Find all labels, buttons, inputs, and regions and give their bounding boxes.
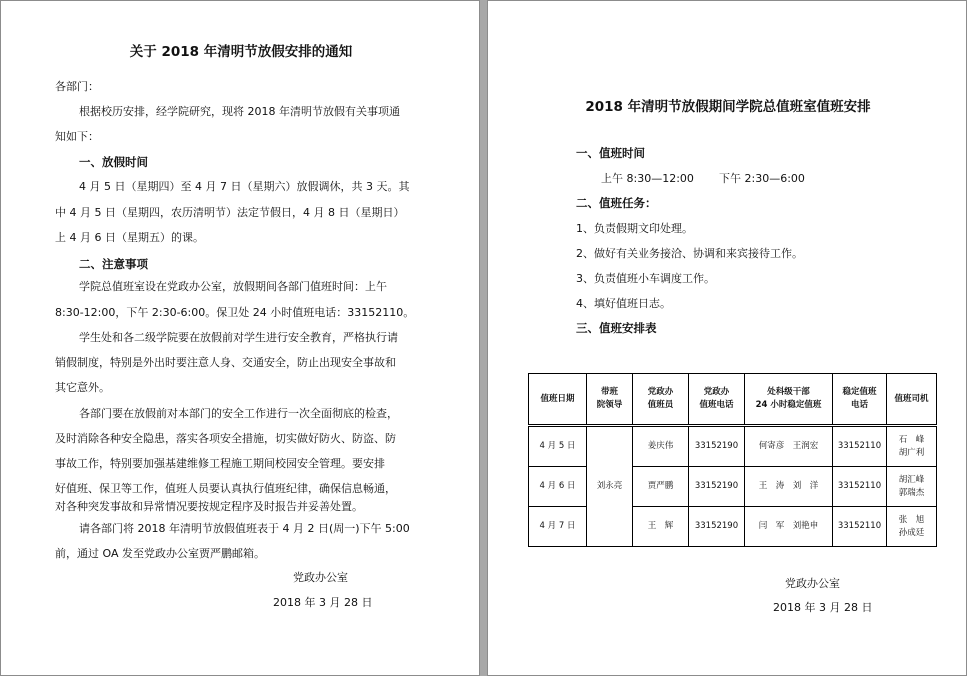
cell-cadre: 何寄彦 王润宏: [745, 426, 833, 467]
header-cadre: 处科级干部 24 小时稳定值班: [745, 374, 833, 426]
page-notice: [0, 0, 480, 676]
notice-salutation: 各部门：: [55, 80, 99, 93]
notice-paragraph-line: 事故工作，特别要加强基建维修工程施工期间校园安全管理。要安排: [55, 457, 385, 470]
header-clerk: 党政办 值班员: [633, 374, 689, 426]
duty-task-item: 3、负责值班小车调度工作。: [576, 272, 715, 285]
notice-intro-line: 根据校历安排，经学院研究，现将 2018 年清明节放假有关事项通: [79, 105, 400, 118]
duty-task-item: 2、做好有关业务接洽、协调和来宾接待工作。: [576, 247, 803, 260]
notice-paragraph-line: 好值班、保卫等工作，值班人员要认真执行值班纪律，确保信息畅通，: [55, 482, 396, 495]
notice-paragraph-line: 销假制度，特别是外出时要注意人身、交通安全，防止出现安全事故和: [55, 356, 396, 369]
cell-phone: 33152190: [689, 507, 745, 547]
notice-paragraph-line: 中 4 月 5 日（星期四，农历清明节）法定节假日，4 月 8 日（星期日）: [55, 206, 405, 219]
cell-date: 4 月 5 日: [529, 426, 587, 467]
cell-stable-phone: 33152110: [833, 467, 887, 507]
duty-title: 2018 年清明节放假期间学院总值班室值班安排: [585, 99, 871, 115]
notice-paragraph-line: 及时消除各种安全隐患，落实各项安全措施，切实做好防火、防盗、防: [55, 432, 396, 445]
cell-cadre: 闫 军 刘艳申: [745, 507, 833, 547]
cell-driver: 胡汇峰 郭瑞杰: [887, 467, 937, 507]
notice-intro-line: 知如下：: [55, 130, 99, 143]
notice-paragraph-line: 前，通过 OA 发至党政办公室贾严鹏邮箱。: [55, 547, 265, 560]
table-header-row: [529, 374, 937, 426]
notice-paragraph-line: 各部门要在放假前对本部门的安全工作进行一次全面彻底的检查，: [79, 407, 398, 420]
cell-cadre: 王 涛 刘 洋: [745, 467, 833, 507]
section-heading-time: 一、值班时间: [576, 146, 645, 160]
section-heading-table: 三、值班安排表: [576, 321, 657, 335]
duty-schedule-table: [528, 373, 937, 547]
signature-org: 党政办公室: [293, 571, 348, 584]
notice-paragraph-line: 对各种突发事故和异常情况要按规定程序及时报告并妥善处置。: [55, 500, 363, 513]
section-heading-holiday: 一、放假时间: [79, 155, 148, 169]
header-leader: 带班 院领导: [587, 374, 633, 426]
notice-paragraph-line: 其它意外。: [55, 381, 110, 394]
cell-date: 4 月 6 日: [529, 467, 587, 507]
cell-leader: 刘永亮: [587, 426, 633, 547]
cell-stable-phone: 33152110: [833, 426, 887, 467]
notice-title: 关于 2018 年清明节放假安排的通知: [129, 44, 353, 60]
notice-paragraph-line: 4 月 5 日（星期四）至 4 月 7 日（星期六）放假调休，共 3 天。其: [79, 180, 410, 193]
notice-paragraph-line: 上 4 月 6 日（星期五）的课。: [55, 231, 204, 244]
section-heading-notes: 二、注意事项: [79, 257, 148, 271]
cell-stable-phone: 33152110: [833, 507, 887, 547]
duty-task-item: 1、负责假期文印处理。: [576, 222, 693, 235]
table-row: [529, 426, 937, 467]
duty-time-afternoon: 下午 2:30—6:00: [719, 172, 805, 185]
section-heading-tasks: 二、值班任务：: [576, 196, 657, 210]
header-phone: 党政办 值班电话: [689, 374, 745, 426]
cell-date: 4 月 7 日: [529, 507, 587, 547]
duty-time-morning: 上午 8:30—12:00: [601, 172, 694, 185]
notice-paragraph-line: 学院总值班室设在党政办公室，放假期间各部门值班时间：上午: [79, 280, 387, 293]
cell-phone: 33152190: [689, 467, 745, 507]
cell-clerk: 贾严鹏: [633, 467, 689, 507]
signature-date: 2018 年 3 月 28 日: [773, 601, 873, 614]
cell-clerk: 姜庆伟: [633, 426, 689, 467]
notice-paragraph-line: 学生处和各二级学院要在放假前对学生进行安全教育，严格执行请: [79, 331, 398, 344]
cell-driver: 石 峰 胡广利: [887, 426, 937, 467]
notice-paragraph-line: 请各部门将 2018 年清明节放假值班表于 4 月 2 日(周一)下午 5:00: [79, 522, 410, 535]
signature-org: 党政办公室: [785, 577, 840, 590]
signature-date: 2018 年 3 月 28 日: [273, 596, 373, 609]
header-date: 值班日期: [529, 374, 587, 426]
page-duty-schedule: [487, 0, 967, 676]
notice-paragraph-line: 8:30-12:00，下午 2:30-6:00。保卫处 24 小时值班电话：33152110。: [55, 306, 415, 319]
duty-task-item: 4、填好值班日志。: [576, 297, 671, 310]
header-driver: 值班司机: [887, 374, 937, 426]
cell-driver: 张 旭 孙成廷: [887, 507, 937, 547]
header-stable-phone: 稳定值班 电话: [833, 374, 887, 426]
cell-clerk: 王 辉: [633, 507, 689, 547]
cell-phone: 33152190: [689, 426, 745, 467]
